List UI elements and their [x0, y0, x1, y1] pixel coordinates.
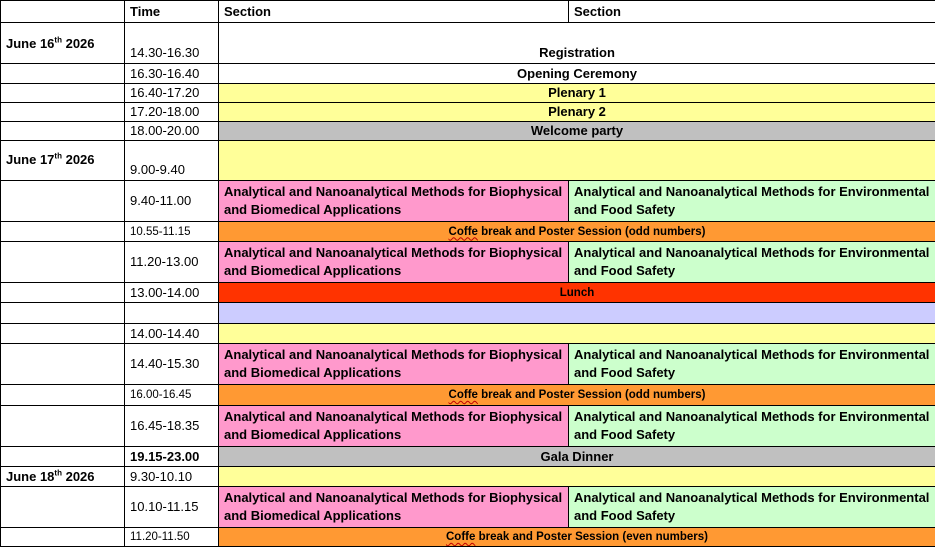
section-env-cell: Analytical and Nanoanalytical Methods for Environmental and Food Safety [569, 344, 935, 385]
time-cell: 16.30-16.40 [125, 64, 219, 84]
table-row [1, 222, 935, 242]
coffee-break-cell [219, 385, 935, 406]
empty-date-cell [1, 103, 125, 122]
time-cell: 14.30-16.30 [125, 23, 219, 64]
plenary-2-cell: Plenary 2 [219, 103, 935, 122]
day-label-text: June 17 [6, 152, 55, 167]
table-row [1, 344, 935, 385]
time-cell: 14.00-14.40 [125, 324, 219, 344]
day-label-sup: th [54, 468, 62, 478]
table-row [1, 447, 935, 467]
table-row [1, 303, 935, 324]
day-label-sup: th [54, 151, 62, 161]
day-label-year: 2026 [61, 152, 95, 167]
time-cell: 9.40-11.00 [125, 181, 219, 222]
time-cell: 9.00-9.40 [125, 141, 219, 181]
section-env-cell: Analytical and Nanoanalytical Methods for Environmental and Food Safety [569, 242, 935, 283]
table-row [1, 23, 935, 64]
table-row [1, 467, 935, 487]
section-env-cell: Analytical and Nanoanalytical Methods for Environmental and Food Safety [569, 181, 935, 222]
coffee-break-cell [219, 528, 935, 547]
coffee-word: Coffe [445, 531, 476, 543]
table-row [1, 181, 935, 222]
day-label-sup: th [54, 35, 62, 45]
time-cell: 9.30-10.10 [125, 467, 219, 487]
empty-date-cell [1, 324, 125, 344]
table-row [1, 64, 935, 84]
blank-yellow-cell [219, 324, 935, 344]
time-cell: 14.40-15.30 [125, 344, 219, 385]
table-row [1, 406, 935, 447]
time-cell [125, 303, 219, 324]
empty-date-cell [1, 385, 125, 406]
empty-date-cell [1, 242, 125, 283]
time-cell: 16.45-18.35 [125, 406, 219, 447]
table-row [1, 528, 935, 547]
time-cell: 10.55-11.15 [125, 222, 219, 242]
time-cell: 11.20-11.50 [125, 528, 219, 547]
empty-date-cell [1, 447, 125, 467]
time-cell: 18.00-20.00 [125, 122, 219, 141]
day-label-year: 2026 [61, 36, 95, 51]
section-bio-cell: Analytical and Nanoanalytical Methods for Biophysical and Biomedical Applications [219, 406, 569, 447]
coffee-rest: break and Poster Session (odd numbers) [477, 225, 706, 238]
opening-ceremony-cell: Opening Ceremony [219, 64, 935, 84]
blank-lavender-cell [219, 303, 935, 324]
time-cell: 17.20-18.00 [125, 103, 219, 122]
table-row [1, 84, 935, 103]
day-label-year: 2026 [61, 468, 95, 484]
section-bio-cell: Analytical and Nanoanalytical Methods for Biophysical and Biomedical Applications [219, 487, 569, 528]
time-cell: 16.00-16.45 [125, 385, 219, 406]
empty-date-cell [1, 528, 125, 547]
table-row [1, 103, 935, 122]
gala-dinner-cell: Gala Dinner [219, 447, 935, 467]
table-row [1, 487, 935, 528]
day-label-june-17 [1, 141, 125, 181]
table-row [1, 242, 935, 283]
blank-yellow-cell [219, 467, 935, 487]
coffee-rest: break and Poster Session (odd numbers) [477, 389, 706, 401]
empty-date-cell [1, 344, 125, 385]
section-env-cell: Analytical and Nanoanalytical Methods for Environmental and Food Safety [569, 406, 935, 447]
table-row [1, 385, 935, 406]
table-row [1, 122, 935, 141]
header-time: Time [125, 1, 219, 23]
time-cell: 16.40-17.20 [125, 84, 219, 103]
empty-date-cell [1, 406, 125, 447]
coffee-word: Coffe [448, 225, 478, 238]
day-label-text: June 18 [6, 468, 55, 484]
empty-date-cell [1, 181, 125, 222]
lunch-cell: Lunch [219, 283, 935, 303]
coffee-rest: break and Poster Session (even numbers) [475, 531, 709, 543]
time-cell: 11.20-13.00 [125, 242, 219, 283]
header-date-cell [1, 1, 125, 23]
day-label-june-18 [1, 467, 125, 487]
day-label-text: June 16 [6, 36, 55, 51]
table-row [1, 141, 935, 181]
header-row [1, 1, 935, 23]
header-section-b: Section [569, 1, 935, 23]
section-bio-cell: Analytical and Nanoanalytical Methods for Biophysical and Biomedical Applications [219, 242, 569, 283]
day-label-june-16 [1, 23, 125, 64]
plenary-1-cell: Plenary 1 [219, 84, 935, 103]
section-env-cell: Analytical and Nanoanalytical Methods for Environmental and Food Safety [569, 487, 935, 528]
table-row [1, 324, 935, 344]
registration-cell: Registration [219, 23, 935, 64]
table-row [1, 283, 935, 303]
time-cell: 19.15-23.00 [125, 447, 219, 467]
empty-date-cell [1, 84, 125, 103]
empty-date-cell [1, 487, 125, 528]
header-section-a: Section [219, 1, 569, 23]
section-bio-cell: Analytical and Nanoanalytical Methods for Biophysical and Biomedical Applications [219, 181, 569, 222]
empty-date-cell [1, 64, 125, 84]
empty-date-cell [1, 283, 125, 303]
blank-yellow-cell [219, 141, 935, 181]
time-cell: 13.00-14.00 [125, 283, 219, 303]
coffee-word: Coffe [448, 389, 478, 401]
empty-date-cell [1, 122, 125, 141]
empty-date-cell [1, 303, 125, 324]
coffee-break-cell [219, 222, 935, 242]
empty-date-cell [1, 222, 125, 242]
time-cell: 10.10-11.15 [125, 487, 219, 528]
section-bio-cell: Analytical and Nanoanalytical Methods for Biophysical and Biomedical Applications [219, 344, 569, 385]
welcome-party-cell: Welcome party [219, 122, 935, 141]
